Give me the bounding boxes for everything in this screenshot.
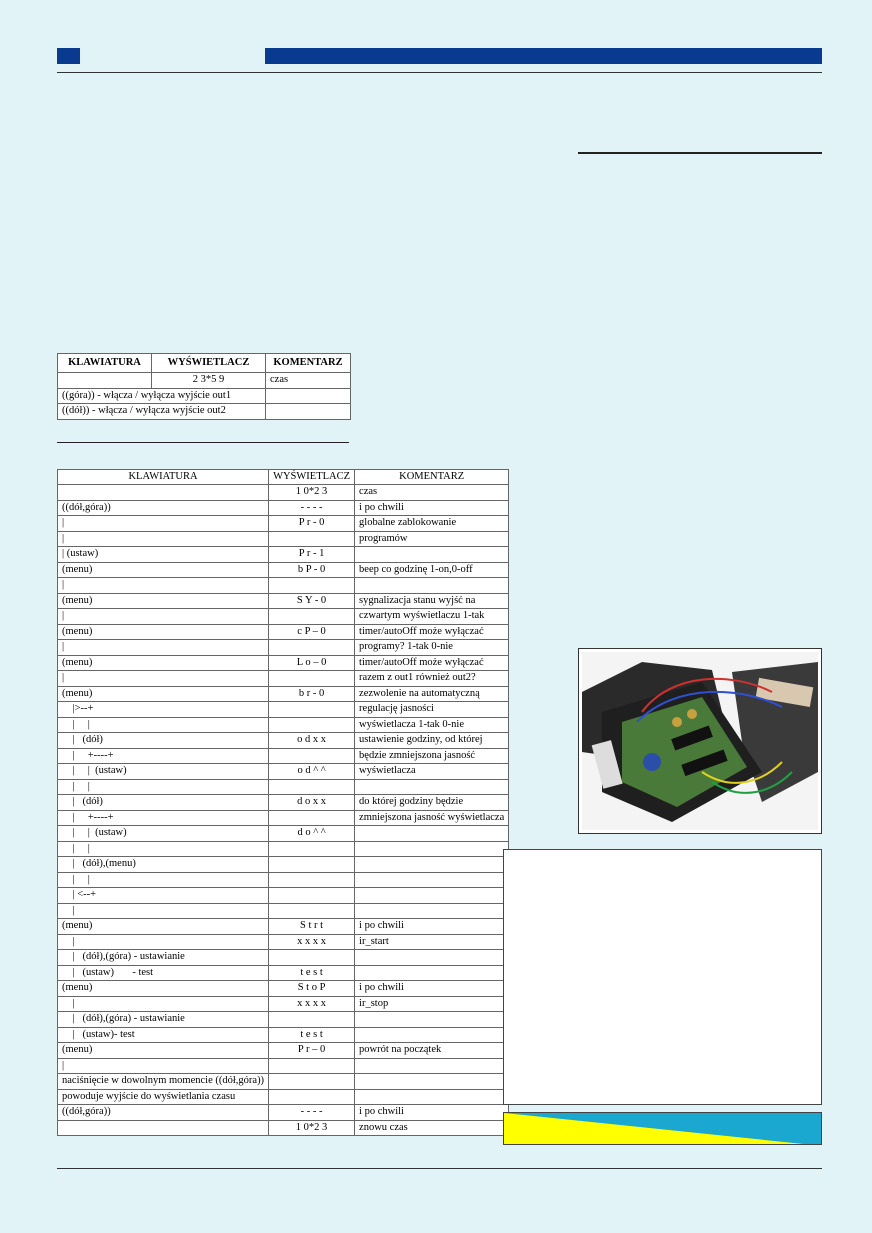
circuit-board-image xyxy=(582,652,818,830)
keyboard-cell: | (dół),(góra) - ustawianie xyxy=(58,950,269,966)
keyboard-cell: (menu) xyxy=(58,593,269,609)
table-row xyxy=(58,996,509,1012)
display-cell: x x x x xyxy=(269,996,355,1012)
keyboard-cell: | (dół) xyxy=(58,795,269,811)
display-cell xyxy=(269,609,355,625)
keyboard-cell: | xyxy=(58,609,269,625)
col-header-comment: KOMENTARZ xyxy=(355,470,509,485)
key-table-basic xyxy=(57,353,351,420)
display-cell xyxy=(269,1012,355,1028)
table-row xyxy=(58,702,509,718)
comment-cell: zmniejszona jasność wyświetlacza xyxy=(355,810,509,826)
col-header-keyboard: KLAWIATURA xyxy=(58,470,269,485)
keyboard-cell: | | (ustaw) xyxy=(58,764,269,780)
table-row xyxy=(58,841,509,857)
comment-cell: do której godziny będzie xyxy=(355,795,509,811)
keyboard-cell: (menu) xyxy=(58,981,269,997)
keyboard-cell: | +----+ xyxy=(58,748,269,764)
comment-cell: globalne zablokowanie xyxy=(355,516,509,532)
keyboard-cell: (menu) xyxy=(58,1043,269,1059)
keyboard-cell: powoduje wyjście do wyświetlania czasu xyxy=(58,1089,269,1105)
display-cell: d o x x xyxy=(269,795,355,811)
col-header-keyboard: KLAWIATURA xyxy=(58,354,152,373)
table-row xyxy=(58,981,509,997)
table-row xyxy=(58,655,509,671)
keyboard-cell: | xyxy=(58,640,269,656)
comment-cell: i po chwili xyxy=(355,500,509,516)
comment-cell xyxy=(355,903,509,919)
table-row xyxy=(58,686,509,702)
keyboard-cell: | xyxy=(58,903,269,919)
comment-cell: regulację jasności xyxy=(355,702,509,718)
footer-divider xyxy=(57,1168,822,1169)
comment-cell: ir_start xyxy=(355,934,509,950)
comment-cell xyxy=(355,547,509,563)
table-row xyxy=(58,919,509,935)
table-row xyxy=(58,779,509,795)
display-cell xyxy=(269,779,355,795)
keyboard-cell: | (ustaw) - test xyxy=(58,965,269,981)
keyboard-cell: ((dół,góra)) xyxy=(58,1105,269,1121)
table-row xyxy=(58,810,509,826)
display-cell xyxy=(269,903,355,919)
display-cell: - - - - xyxy=(269,1105,355,1121)
table-header-row xyxy=(58,470,509,485)
keyboard-cell: | | xyxy=(58,717,269,733)
table-row xyxy=(58,965,509,981)
comment-cell: ir_stop xyxy=(355,996,509,1012)
comment-cell: wyświetlacza 1-tak 0-nie xyxy=(355,717,509,733)
table-cell: ((dół)) - włącza / wyłącza wyjście out2 xyxy=(58,404,266,420)
table-header-row xyxy=(58,354,351,373)
display-cell xyxy=(269,1074,355,1090)
keyboard-cell: ((dół,góra)) xyxy=(58,500,269,516)
comment-cell: programów xyxy=(355,531,509,547)
table-row xyxy=(58,1074,509,1090)
table-row xyxy=(58,1058,509,1074)
comment-cell xyxy=(355,841,509,857)
keyboard-cell: (menu) xyxy=(58,562,269,578)
table-cell: ((góra)) - włącza / wyłącza wyjście out1 xyxy=(58,388,266,404)
comment-cell: czas xyxy=(355,485,509,501)
keyboard-cell: | (ustaw) xyxy=(58,547,269,563)
comment-cell: znowu czas xyxy=(355,1120,509,1136)
col-header-display: WYŚWIETLACZ xyxy=(269,470,355,485)
display-cell xyxy=(269,857,355,873)
display-cell: o d x x xyxy=(269,733,355,749)
keyboard-cell xyxy=(58,1120,269,1136)
keyboard-cell: | xyxy=(58,934,269,950)
display-cell: t e s t xyxy=(269,1027,355,1043)
keyboard-cell: | xyxy=(58,1058,269,1074)
comment-cell: sygnalizacja stanu wyjść na xyxy=(355,593,509,609)
comment-cell xyxy=(355,578,509,594)
device-photo xyxy=(578,648,822,834)
keyboard-cell: (menu) xyxy=(58,655,269,671)
display-cell: b P - 0 xyxy=(269,562,355,578)
display-cell: t e s t xyxy=(269,965,355,981)
header-square xyxy=(57,48,80,64)
comment-cell: i po chwili xyxy=(355,981,509,997)
table-row xyxy=(58,748,509,764)
display-cell xyxy=(269,671,355,687)
comment-cell xyxy=(355,872,509,888)
comment-cell: będzie zmniejszona jasność xyxy=(355,748,509,764)
keyboard-cell: | (ustaw)- test xyxy=(58,1027,269,1043)
display-cell: S Y - 0 xyxy=(269,593,355,609)
comment-cell: razem z out1 również out2? xyxy=(355,671,509,687)
comment-cell: beep co godzinę 1-on,0-off xyxy=(355,562,509,578)
display-cell: 1 0*2 3 xyxy=(269,485,355,501)
table-row xyxy=(58,500,509,516)
table-row xyxy=(58,934,509,950)
table-cell: czas xyxy=(266,373,351,389)
table-row xyxy=(58,388,351,404)
comment-cell xyxy=(355,826,509,842)
display-cell xyxy=(269,717,355,733)
keyboard-cell: | (dół) xyxy=(58,733,269,749)
keyboard-cell: | xyxy=(58,531,269,547)
keyboard-cell: | xyxy=(58,578,269,594)
comment-cell: wyświetlacza xyxy=(355,764,509,780)
keyboard-cell: | xyxy=(58,996,269,1012)
table-row xyxy=(58,826,509,842)
display-cell xyxy=(269,1058,355,1074)
col-header-comment: KOMENTARZ xyxy=(266,354,351,373)
display-cell xyxy=(269,888,355,904)
comment-cell xyxy=(355,857,509,873)
keyboard-cell: | | xyxy=(58,779,269,795)
col-header-display: WYŚWIETLACZ xyxy=(152,354,266,373)
keyboard-cell: (menu) xyxy=(58,624,269,640)
banner-graphic xyxy=(504,1113,822,1145)
display-cell xyxy=(269,1089,355,1105)
table-row xyxy=(58,857,509,873)
table-row xyxy=(58,485,509,501)
display-cell xyxy=(269,950,355,966)
display-cell: x x x x xyxy=(269,934,355,950)
display-cell: S t r t xyxy=(269,919,355,935)
display-cell: b r - 0 xyxy=(269,686,355,702)
display-cell xyxy=(269,531,355,547)
display-cell xyxy=(269,748,355,764)
comment-cell: programy? 1-tak 0-nie xyxy=(355,640,509,656)
comment-cell xyxy=(355,1074,509,1090)
table-row xyxy=(58,624,509,640)
keyboard-cell: | <--+ xyxy=(58,888,269,904)
table-row xyxy=(58,888,509,904)
table-row xyxy=(58,795,509,811)
display-cell: 1 0*2 3 xyxy=(269,1120,355,1136)
comment-cell xyxy=(355,888,509,904)
table-row xyxy=(58,872,509,888)
table-cell xyxy=(266,388,351,404)
comment-cell: i po chwili xyxy=(355,919,509,935)
table-row xyxy=(58,1012,509,1028)
table-row xyxy=(58,404,351,420)
header-bar xyxy=(265,48,822,64)
table-row xyxy=(58,950,509,966)
section-rule xyxy=(57,442,349,443)
table-row xyxy=(58,733,509,749)
comment-cell: timer/autoOff może wyłączać xyxy=(355,655,509,671)
table-row xyxy=(58,640,509,656)
keyboard-cell xyxy=(58,485,269,501)
table-row xyxy=(58,1043,509,1059)
table-cell: 2 3*5 9 xyxy=(152,373,266,389)
table-row xyxy=(58,578,509,594)
display-cell: c P – 0 xyxy=(269,624,355,640)
keyboard-cell: (menu) xyxy=(58,919,269,935)
display-cell xyxy=(269,578,355,594)
section-rule xyxy=(578,152,822,154)
comment-cell xyxy=(355,950,509,966)
menu-table xyxy=(57,469,509,1136)
comment-cell xyxy=(355,965,509,981)
table-row xyxy=(58,373,351,389)
comment-cell: zezwolenie na automatyczną xyxy=(355,686,509,702)
display-cell: o d ^ ^ xyxy=(269,764,355,780)
comment-cell xyxy=(355,1089,509,1105)
keyboard-cell: | (dół),(menu) xyxy=(58,857,269,873)
table-row xyxy=(58,1089,509,1105)
keyboard-cell: (menu) xyxy=(58,686,269,702)
display-cell: P r - 1 xyxy=(269,547,355,563)
table-row xyxy=(58,562,509,578)
keyboard-cell: | xyxy=(58,671,269,687)
keyboard-cell: |>--+ xyxy=(58,702,269,718)
keyboard-cell: | (dół),(góra) - ustawianie xyxy=(58,1012,269,1028)
header-divider xyxy=(57,72,822,73)
table-row xyxy=(58,609,509,625)
table-row xyxy=(58,1120,509,1136)
comment-cell: czwartym wyświetlaczu 1-tak xyxy=(355,609,509,625)
banner-strip xyxy=(503,1112,822,1145)
table-row xyxy=(58,516,509,532)
table-row xyxy=(58,1105,509,1121)
comment-cell xyxy=(355,1058,509,1074)
table-row xyxy=(58,547,509,563)
comment-cell xyxy=(355,1027,509,1043)
display-cell xyxy=(269,810,355,826)
comment-cell: powrót na początek xyxy=(355,1043,509,1059)
table-cell xyxy=(266,404,351,420)
table-row xyxy=(58,671,509,687)
display-cell: - - - - xyxy=(269,500,355,516)
keyboard-cell: | | (ustaw) xyxy=(58,826,269,842)
table-row xyxy=(58,717,509,733)
display-cell xyxy=(269,640,355,656)
info-box xyxy=(503,849,822,1105)
comment-cell xyxy=(355,779,509,795)
comment-cell: timer/autoOff może wyłączać xyxy=(355,624,509,640)
display-cell: d o ^ ^ xyxy=(269,826,355,842)
display-cell: L o – 0 xyxy=(269,655,355,671)
keyboard-cell: | xyxy=(58,516,269,532)
keyboard-cell: | | xyxy=(58,872,269,888)
display-cell: P r – 0 xyxy=(269,1043,355,1059)
comment-cell: ustawienie godziny, od której xyxy=(355,733,509,749)
display-cell xyxy=(269,702,355,718)
table-row xyxy=(58,903,509,919)
table-row xyxy=(58,764,509,780)
display-cell: S t o P xyxy=(269,981,355,997)
table-row xyxy=(58,531,509,547)
display-cell xyxy=(269,841,355,857)
table-row xyxy=(58,1027,509,1043)
keyboard-cell: | | xyxy=(58,841,269,857)
display-cell: P r - 0 xyxy=(269,516,355,532)
comment-cell: i po chwili xyxy=(355,1105,509,1121)
table-cell xyxy=(58,373,152,389)
comment-cell xyxy=(355,1012,509,1028)
table-row xyxy=(58,593,509,609)
keyboard-cell: | +----+ xyxy=(58,810,269,826)
keyboard-cell: naciśnięcie w dowolnym momencie ((dół,góra)) xyxy=(58,1074,269,1090)
display-cell xyxy=(269,872,355,888)
